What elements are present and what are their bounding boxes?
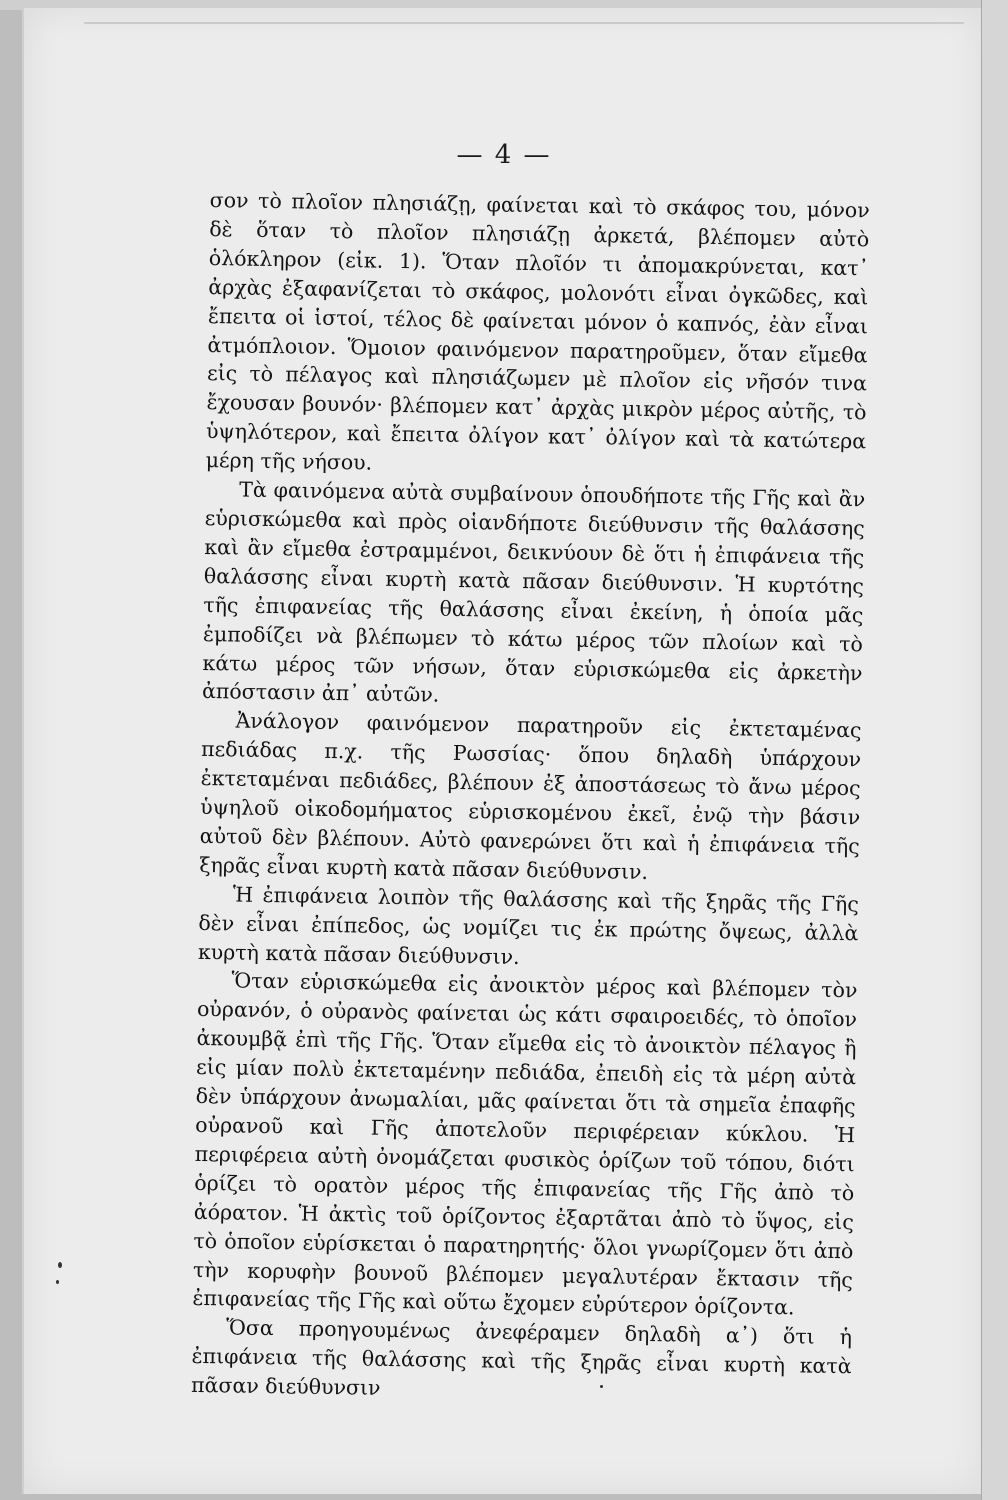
paragraph-5: Ὅταν εὑρισκώμεθα εἰς ἀνοικτὸν μέρος καὶ βλέπομεν τὸν οὐρανόν, ὁ οὐρανὸς φαίνεται ὡς κάτι σφαιροειδές, τὸ ὁποῖον ἀκουμβᾷ ἐπὶ τῆς Γῆς. Ὅταν εἴμεθα εἰς τὸ ἀνοικτὸν πέλαγος ἢ εἰς μίαν πολὺ ἐκτεταμένην πεδιάδα, ἐπειδὴ εἰς τὰ μέρη αὐτὰ δὲν ὑπάρχουν ἀνωμαλίαι, μᾶς φαίνεται ὅτι τὰ σημεῖα ἐπαφῆς οὐρανοῦ καὶ Γῆς ἀποτελοῦν περιφέρειαν κύκλου. Ἡ περιφέρεια αὐτὴ ὀνομάζεται φυσικὸς ὁρίζων τοῦ τόπου, διότι ὁρίζει τὸ ορατὸν μέρος τῆς ἐπιφανείας τῆς Γῆς ἀπὸ τὸ ἀόρατον. Ἡ ἀκτὶς τοῦ ὁρίζοντος ἐξαρτᾶται ἀπὸ τὸ ὕψος, εἰς τὸ ὁποῖον εὑρίσκεται ὁ παρατηρητής· ὅλοι γνωρίζομεν ὅτι ἀπὸ τὴν κορυφὴν βουνοῦ βλέπομεν μεγαλυτέραν ἔκτασιν τῆς ἐπιφανείας τῆς Γῆς καὶ οὕτω ἔχομεν εὐρύτερον ὁρίζοντα. (192, 968, 858, 1320)
print-speck (600, 1385, 603, 1388)
body-text (191, 186, 870, 1410)
print-speck (56, 1280, 59, 1284)
paragraph-6: Ὅσα προηγουμένως ἀνεφέραμεν δηλαδὴ α᾽) ὅτι ἡ ἐπιφάνεια τῆς θαλάσσης καὶ τῆς ξηρᾶς εἶναι κυρτὴ κατὰ πᾶσαν διεύθυνσιν (190, 1315, 853, 1400)
print-speck (58, 1262, 62, 1268)
paragraph-2: Τὰ φαινόμενα αὐτὰ συμβαίνουν ὁπουδήποτε τῆς Γῆς καὶ ἂν εὑρισκώμεθα καὶ πρὸς οἱανδήποτε διεύθυνσιν τῆς θαλάσσης καὶ ἂν εἴμεθα ἐστραμμένοι, δεικνύουν δὲ ὅτι ἡ ἐπιφάνεια τῆς θαλάσσης εἶναι κυρτὴ κατὰ πᾶσαν διεύθυνσιν. Ἡ κυρτότης τῆς ἐπιφανείας τῆς θαλάσσης εἶναι ἐκείνη, ἡ ὁποία μᾶς ἐμποδίζει νὰ βλέπωμεν τὸ κάτω μέρος τῶν πλοίων καὶ τὸ κάτω μέρος τῶν νήσων, ὅταν εὑρισκώμεθα εἰς ἀρκετὴν ἀπόστασιν ἀπ᾽ αὐτῶν. (201, 477, 866, 708)
page-number: — 4 — (456, 140, 552, 170)
paragraph-3: Ἀνάλογον φαινόμενον παρατηροῦν εἰς ἐκτεταμένας πεδιάδας π.χ. τῆς Ρωσσίας· ὅπου δηλαδὴ ὑπάρχουν ἐκτεταμέναι πεδιάδες, βλέπουν ἐξ ἀποστάσεως τὸ ἄνω μέρος ὑψηλοῦ οἰκοδομήματος εὑρισκομένου ἐκεῖ, ἐνῷ τὴν βάσιν αὐτοῦ δὲν βλέπουν. Αὐτὸ φανερώνει ὅτι καὶ ἡ ἐπιφάνεια τῆς ξηρᾶς εἶναι κυρτὴ κατὰ πᾶσαν διεύθυνσιν. (199, 708, 862, 884)
page-fold-line (84, 22, 964, 24)
paragraph-4: Ἡ ἐπιφάνεια λοιπὸν τῆς θαλάσσης καὶ τῆς ξηρᾶς τῆς Γῆς δὲν εἶναι ἐπίπεδος, ὡς νομίζει τις ἐκ πρώτης ὄψεως, ἀλλὰ κυρτὴ κατὰ πᾶσαν διεύθυνσιν. (197, 882, 859, 969)
paragraph-1: σον τὸ πλοῖον πλησιάζῃ, φαίνεται καὶ τὸ σκάφος του, μόνον δὲ ὅταν τὸ πλοῖον πλησιάζῃ ἀρκετά, βλέπομεν αὐτὸ ὁλόκληρον (εἰκ. 1). Ὅταν πλοῖόν τι ἀπομακρύνεται, κατ᾽ ἀρχὰς ἐξαφανίζεται τὸ σκάφος, μολονότι εἶναι ὀγκῶδες, καὶ ἔπειτα οἱ ἱστοί, τέλος δὲ φαίνεται μόνον ὁ καπνός, ἐὰν εἶναι ἀτμόπλοιον. Ὅμοιον φαινόμενον παρατηροῦμεν, ὅταν εἴμεθα εἰς τὸ πέλαγος καὶ πλησιάζωμεν μὲ πλοῖον εἰς νῆσόν τινα ἔχουσαν βουνόν· βλέπομεν κατ᾽ ἀρχὰς μικρὸν μέρος αὐτῆς, τὸ ὑψηλότερον, καὶ ἔπειτα ὀλίγον κατ᾽ ὀλίγον καὶ τὰ κατώτερα μέρη τῆς νήσου. (205, 187, 870, 475)
page-right-edge (981, 0, 1008, 1500)
